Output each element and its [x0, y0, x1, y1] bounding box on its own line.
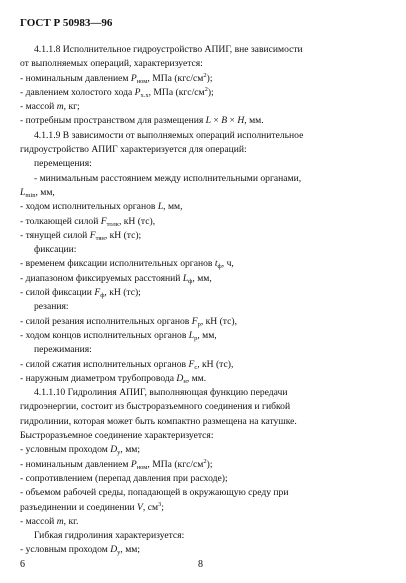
- text-line: - минимальным расстоянием между исполнительными органами,: [34, 172, 302, 184]
- footer-left-number: 6: [20, 559, 25, 570]
- text-line: - тянущей силой $F_{тян}$, кН (тс);: [20, 229, 142, 242]
- text-line: - потребным пространством для размещения L × B × H, мм.: [20, 115, 264, 127]
- text-line: гидролинии, которая может быть компактно размещена на катушке.: [20, 415, 297, 427]
- text-line: - наружным диаметром трубопровода $D_н$, мм.: [20, 372, 207, 385]
- text-line: перемещения:: [34, 158, 92, 170]
- text-line: пережимания:: [34, 344, 92, 356]
- text-line: гидроустройство АПИГ характеризуется для операций:: [20, 144, 247, 156]
- text-line: гидроэнергии, состоит из быстроразъемного соединения и гибкой: [20, 401, 291, 413]
- text-line: резания:: [34, 301, 69, 313]
- text-line: - толкающей силой $F_{толк}$, кН (тс),: [20, 215, 156, 228]
- text-line: - силой фиксации $F_ф$, кН (тс);: [20, 287, 141, 300]
- text-line: 4.1.1.8 Исполнительное гидроустройство АПИГ, вне зависимости: [34, 44, 303, 55]
- text-line: - ходом исполнительных органов L, мм,: [20, 201, 183, 213]
- text-line: - силой сжатия исполнительных органов $F_с$, кН (тс),: [20, 358, 234, 371]
- text-line: - условным проходом $D_у$, мм;: [20, 444, 141, 457]
- text-line: - условным проходом $D_у$, мм;: [20, 544, 141, 557]
- text-line: $L_{min}$, мм,: [20, 186, 55, 199]
- text-line: 4.1.1.9 В зависимости от выполняемых операций исполнительное: [34, 129, 304, 141]
- text-line: - давлением холостого хода $P_{х.х}$, МПа $(кгс/см^2)$;: [20, 85, 214, 99]
- text-line: - объемом рабочей среды, попадающей в окружающую среду при: [20, 487, 289, 499]
- text-line: Гибкая гидролиния характеризуется:: [34, 530, 185, 542]
- text-line: - ходом концов исполнительных органов $L_р$, мм,: [20, 329, 217, 342]
- text-line: от выполняемых операций, характеризуется:: [20, 58, 203, 70]
- text-line: - диапазоном фиксируемых расстояний $L_ф$, мм,: [20, 272, 212, 285]
- text-line: - силой резания исполнительных органов $F_р$, кН (тс),: [20, 315, 237, 328]
- text-line: - номинальным давлением $P_{ном}$, МПа $(кгс/см^2)$;: [20, 457, 213, 471]
- text-line: 4.1.1.10 Гидролиния АПИГ, выполняющая функцию передачи: [34, 387, 288, 399]
- text-line: - массой m, кг.: [20, 515, 79, 527]
- text-line: - массой m, кг;: [20, 101, 80, 113]
- text-line: Быстроразъемное соединение характеризуется:: [20, 430, 214, 442]
- document-body: [20, 43, 392, 558]
- page-number: 8: [198, 559, 203, 570]
- text-line: - сопротивлением (перепад давления при расходе);: [20, 472, 228, 484]
- text-line: - временем фиксации исполнительных органов $t_ф$, ч,: [20, 258, 234, 271]
- text-line: - номинальным давлением $P_{ном}$, МПа $(кгс/см^2)$;: [20, 71, 213, 85]
- text-line: разъединении и соединении V, $см^3$;: [20, 500, 164, 513]
- page-header: ГОСТ Р 50983—96: [20, 17, 113, 29]
- text-line: фиксации:: [34, 244, 77, 256]
